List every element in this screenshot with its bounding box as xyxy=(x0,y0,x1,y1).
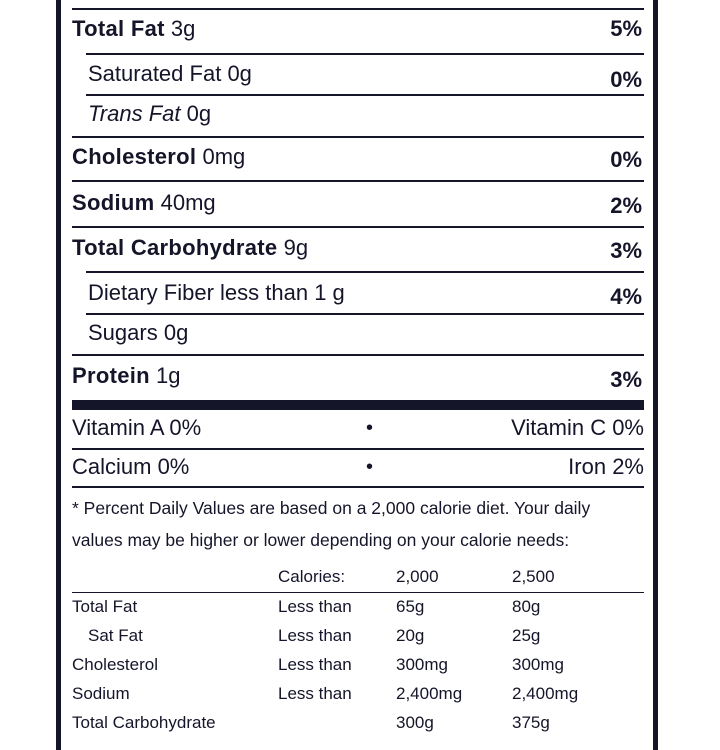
nutrient-dv: 0% xyxy=(610,67,642,92)
row-name: Total Fat xyxy=(72,597,138,616)
nutrient-dv: 4% xyxy=(610,284,642,309)
footnote-line: * Percent Daily Values are based on a 2,000 calorie diet. Your daily xyxy=(72,498,591,518)
row-limit: Less than xyxy=(278,655,352,674)
nutrient-amount: 0mg xyxy=(202,144,246,169)
divider xyxy=(72,354,644,356)
vitamin-a: Vitamin A 0% xyxy=(72,415,202,440)
row-value-2000: 65g xyxy=(396,597,425,616)
row-value-2500: 375g xyxy=(512,713,550,732)
nutrient-amount: 1g xyxy=(156,363,181,388)
divider xyxy=(72,486,644,488)
nutrient-name: Total Carbohydrate xyxy=(72,235,278,260)
row-value-2000: 300g xyxy=(396,713,434,732)
divider xyxy=(86,94,644,96)
table-row xyxy=(72,621,644,650)
mineral-row xyxy=(72,452,644,482)
row-value-2500: 25g xyxy=(512,626,541,645)
divider xyxy=(72,448,644,450)
vitamin-row xyxy=(72,413,644,443)
footnote xyxy=(72,492,644,556)
nutrient-dv: 3% xyxy=(610,367,642,392)
table-row xyxy=(72,592,644,621)
nutrient-amount: 3g xyxy=(170,16,196,41)
thick-divider xyxy=(72,400,644,410)
divider xyxy=(72,180,644,182)
vitamin-c: Vitamin C 0% xyxy=(511,415,644,440)
divider xyxy=(86,271,644,273)
calories-2000: 2,000 xyxy=(396,567,439,586)
table-header xyxy=(72,562,644,591)
row-limit: Less than xyxy=(278,684,352,703)
nutrient-dv: 3% xyxy=(610,238,642,263)
row-name: Sat Fat xyxy=(88,626,143,645)
row-value-2000: 2,400mg xyxy=(396,684,463,703)
bullet: • xyxy=(366,417,374,439)
row-limit: Less than xyxy=(278,626,352,645)
divider xyxy=(72,136,644,138)
calories-label: Calories: xyxy=(278,567,346,586)
footnote-line: values may be higher or lower depending on your calorie needs: xyxy=(72,530,570,550)
nutrient-amount: 0g xyxy=(186,101,212,126)
nutrient-name: Trans Fat xyxy=(88,101,181,126)
nutrient-name: Total Fat xyxy=(72,16,165,41)
nutrient-amount: 40mg xyxy=(160,190,216,215)
nutrient-amount: 9g xyxy=(283,235,309,260)
iron: Iron 2% xyxy=(568,454,644,479)
nutrient-amount: 0g xyxy=(163,320,189,345)
nutrient-name: Dietary Fiber xyxy=(88,280,214,305)
nutrient-dv: 0% xyxy=(610,147,642,172)
nutrient-name: Saturated Fat xyxy=(88,61,222,86)
row-value-2500: 300mg xyxy=(512,655,564,674)
nutrient-name: Sugars xyxy=(88,320,158,345)
nutrient-name: Sodium xyxy=(72,190,155,215)
divider xyxy=(86,313,644,315)
nutrient-name: Cholesterol xyxy=(72,144,197,169)
divider xyxy=(72,8,644,10)
nutrient-amount: less than 1 g xyxy=(220,280,345,305)
nutrient-amount: 0g xyxy=(227,61,252,86)
row-value-2500: 2,400mg xyxy=(512,684,579,703)
nutrient-dv: 5% xyxy=(610,16,642,41)
row-limit: Less than xyxy=(278,597,352,616)
calcium: Calcium 0% xyxy=(72,454,190,479)
nutrient-name: Protein xyxy=(72,363,150,388)
table-row xyxy=(72,679,644,708)
row-name: Total Carbohydrate xyxy=(72,713,216,732)
divider xyxy=(86,53,644,55)
divider xyxy=(72,226,644,228)
row-value-2000: 300mg xyxy=(396,655,448,674)
row-value-2500: 80g xyxy=(512,597,541,616)
row-name: Cholesterol xyxy=(72,655,158,674)
row-value-2000: 20g xyxy=(396,626,425,645)
calories-2500: 2,500 xyxy=(512,567,555,586)
table-row xyxy=(72,650,644,679)
row-name: Sodium xyxy=(72,684,130,703)
table-row xyxy=(72,708,644,737)
bullet: • xyxy=(366,456,374,478)
nutrient-dv: 2% xyxy=(610,193,642,218)
